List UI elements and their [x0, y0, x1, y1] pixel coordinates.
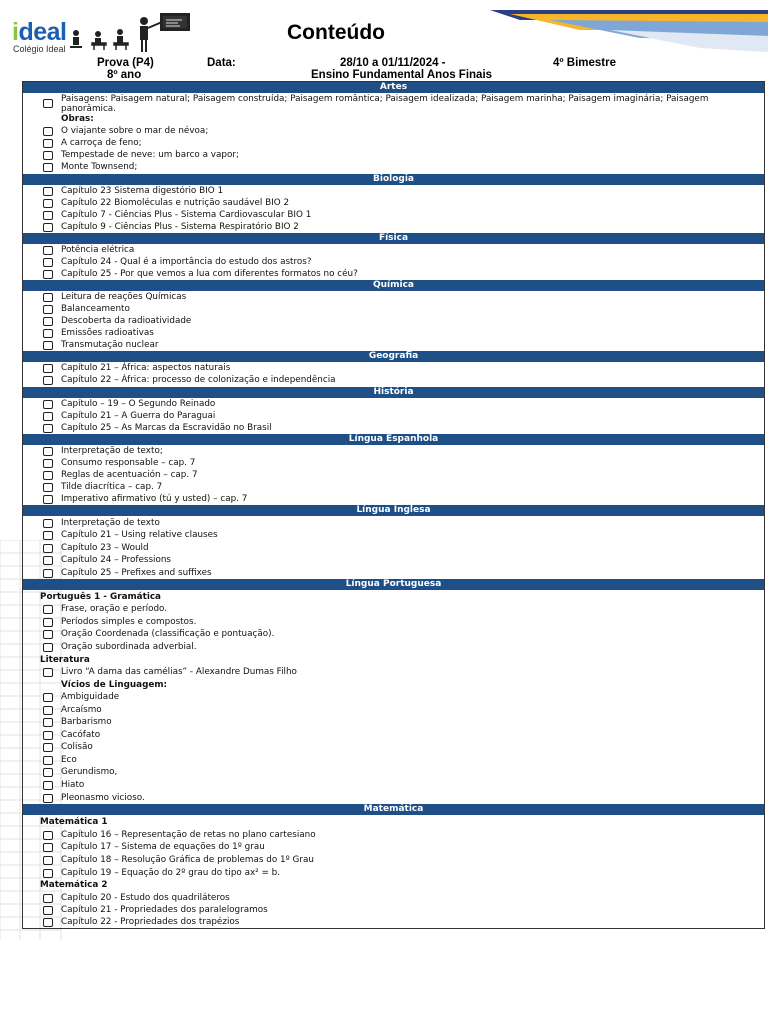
section-header-biologia: Biologia	[23, 174, 764, 185]
item-label: Capítulo 22 - Propriedades dos trapézios	[61, 917, 240, 927]
item-label: Consumo responsable – cap. 7	[61, 458, 196, 468]
item-label: Capítulo 25 – As Marcas da Escravidão no Brasil	[61, 423, 272, 433]
item-label: Tilde diacrítica – cap. 7	[61, 482, 163, 492]
checkbox-icon[interactable]	[43, 151, 53, 160]
item-label: Oração Coordenada (classificação e pontuação).	[61, 629, 275, 639]
checkbox-icon[interactable]	[43, 99, 53, 108]
item-label: A carroça de feno;	[61, 138, 142, 148]
checkbox-icon[interactable]	[43, 223, 53, 232]
item-label: Capítulo 22 Biomoléculas e nutrição saudável BIO 2	[61, 198, 290, 208]
item-label: Períodos simples e compostos.	[61, 617, 197, 627]
item-label: Capítulo 21 – Using relative clauses	[61, 530, 218, 540]
item-label: Balanceamento	[61, 304, 130, 314]
checkbox-icon[interactable]	[43, 459, 53, 468]
section-header-espanhol: Língua Espanhola	[23, 434, 764, 445]
item-label: Descoberta da radioatividade	[61, 316, 192, 326]
item-label: Capítulo 24 – Professions	[61, 555, 172, 565]
item-label: Barbarismo	[61, 717, 112, 727]
item-label: Capítulo 18 – Resolução Gráfica de problemas do 1º Grau	[61, 855, 314, 865]
blackboard-icon	[160, 13, 190, 31]
checkbox-icon[interactable]	[43, 794, 53, 803]
item-label: Oração subordinada adverbial.	[61, 642, 197, 652]
item-label: Capítulo 7 - Ciências Plus - Sistema Cardiovascular BIO 1	[61, 210, 312, 220]
item-label: Interpretação de texto	[61, 518, 160, 528]
checkbox-icon[interactable]	[43, 569, 53, 578]
checkbox-icon[interactable]	[43, 718, 53, 727]
item-label: Livro “A dama das camélias” - Alexandre Dumas Filho	[61, 667, 297, 677]
checkbox-icon[interactable]	[43, 906, 53, 915]
item-label: Gerundismo,	[61, 767, 118, 777]
checkbox-icon[interactable]	[43, 270, 53, 279]
item-label: Paisagens: Paisagem natural; Paisagem construída; Paisagem romântica; Paisagem idealizada; Paisagem marinha; Paisagem imaginária; Paisagem panorâmica.	[61, 94, 709, 114]
item-label: Capítulo 21 – A Guerra do Paraguai	[61, 411, 216, 421]
section-header-ingles: Língua Inglesa	[23, 505, 764, 516]
page-title: Conteúdo	[287, 21, 385, 44]
item-label: Arcaísmo	[61, 705, 102, 715]
checkbox-icon[interactable]	[43, 556, 53, 565]
item-label: Ambiguidade	[61, 692, 120, 702]
item-label: Capítulo 19 – Equação do 2º grau do tipo ax² = b.	[61, 868, 281, 878]
checkbox-icon[interactable]	[43, 246, 53, 255]
checkbox-icon[interactable]	[43, 364, 53, 373]
category-label: Matemática 2	[40, 880, 108, 890]
checkbox-icon[interactable]	[43, 643, 53, 652]
checkbox-icon[interactable]	[43, 894, 53, 903]
checkbox-icon[interactable]	[43, 831, 53, 840]
checkbox-icon[interactable]	[43, 544, 53, 553]
checkbox-icon[interactable]	[43, 187, 53, 196]
checkbox-icon[interactable]	[43, 605, 53, 614]
section-header-portugues: Língua Portuguesa	[23, 579, 764, 590]
school-logo	[12, 14, 72, 56]
item-label: Tempestade de neve: um barco a vapor;	[61, 150, 239, 160]
checkbox-icon[interactable]	[43, 856, 53, 865]
checkbox-icon[interactable]	[43, 199, 53, 208]
item-label: Monte Townsend;	[61, 162, 138, 172]
list-item	[23, 93, 764, 117]
grade-label: 8º ano	[107, 69, 142, 81]
checkbox-icon[interactable]	[43, 447, 53, 456]
item-label: Frase, oração e período.	[61, 604, 168, 614]
checkbox-icon[interactable]	[43, 139, 53, 148]
logo-wordmark: ideal	[12, 18, 67, 46]
item-label: Capítulo 16 – Representação de retas no plano cartesiano	[61, 830, 316, 840]
item-label: Cacófato	[61, 730, 101, 740]
item-label: Colisão	[61, 742, 93, 752]
checkbox-icon[interactable]	[43, 258, 53, 267]
checkbox-icon[interactable]	[43, 519, 53, 528]
checkbox-icon[interactable]	[43, 531, 53, 540]
checkbox-icon[interactable]	[43, 693, 53, 702]
student-desk-icon	[114, 29, 128, 50]
student-desk-icon	[92, 31, 106, 50]
item-label: Transmutação nuclear	[61, 340, 159, 350]
item-label: Capítulo 24 - Qual é a importância do estudo dos astros?	[61, 257, 312, 267]
term-label: 4º Bimestre	[553, 57, 617, 69]
item-label: Capítulo 17 – Sistema de equações do 1º grau	[61, 842, 265, 852]
category-label: Literatura	[40, 655, 90, 665]
checkbox-icon[interactable]	[43, 843, 53, 852]
item-label: Reglas de acentuación – cap. 7	[61, 470, 198, 480]
section-header-fisica: Física	[23, 233, 764, 244]
checkbox-icon[interactable]	[43, 341, 53, 350]
item-label: Capítulo 23 Sistema digestório BIO 1	[61, 186, 224, 196]
subheading: Vícios de Linguagem:	[61, 680, 168, 690]
checkbox-icon[interactable]	[43, 424, 53, 433]
checkbox-icon[interactable]	[43, 293, 53, 302]
item-label: Potência elétrica	[61, 245, 135, 255]
checkbox-icon[interactable]	[43, 329, 53, 338]
checkbox-icon[interactable]	[43, 768, 53, 777]
checkbox-icon[interactable]	[43, 471, 53, 480]
decorative-stripes	[490, 0, 768, 70]
subheading: Obras:	[61, 114, 94, 124]
checkbox-icon[interactable]	[43, 412, 53, 421]
checkbox-icon[interactable]	[43, 781, 53, 790]
item-label: Capítulo 21 – África: aspectos naturais	[61, 363, 231, 373]
item-label: Eco	[61, 755, 77, 765]
category-label: Matemática 1	[40, 817, 108, 827]
checkbox-icon[interactable]	[43, 706, 53, 715]
category-label: Português 1 - Gramática	[40, 592, 161, 602]
item-label: O viajante sobre o mar de névoa;	[61, 126, 209, 136]
item-label: Capítulo 21 - Propriedades dos paralelogramos	[61, 905, 268, 915]
checkbox-icon[interactable]	[43, 127, 53, 136]
checkbox-icon[interactable]	[43, 731, 53, 740]
checkbox-icon[interactable]	[43, 918, 53, 927]
page-header	[0, 0, 768, 82]
checkbox-icon[interactable]	[43, 668, 53, 677]
logo-subtitle: Colégio Ideal	[13, 44, 66, 54]
item-label: Hiato	[61, 780, 85, 790]
item-label: Capítulo 9 - Ciências Plus - Sistema Respiratório BIO 2	[61, 222, 299, 232]
checkbox-icon[interactable]	[43, 618, 53, 627]
item-label: Leitura de reações Químicas	[61, 292, 187, 302]
level-label: Ensino Fundamental Anos Finais	[311, 69, 493, 81]
checkbox-icon[interactable]	[43, 743, 53, 752]
checkbox-icon[interactable]	[43, 163, 53, 172]
item-label: Capítulo 25 – Prefixes and suffixes	[61, 568, 212, 578]
section-header-geografia: Geografia	[23, 351, 764, 362]
item-label: Capítulo 23 – Would	[61, 543, 149, 553]
classroom-figures	[68, 12, 192, 54]
item-label: Capítulo – 19 – O Segundo Reinado	[61, 399, 216, 409]
item-label: Capítulo 20 - Estudo dos quadriláteros	[61, 893, 230, 903]
item-label: Emissões radioativas	[61, 328, 154, 338]
content-checklist	[22, 81, 765, 929]
item-label: Interpretação de texto;	[61, 446, 163, 456]
teacher-icon	[140, 17, 162, 52]
item-label: Imperativo afirmativo (tú y usted) – cap. 7	[61, 494, 248, 504]
checkbox-icon[interactable]	[43, 400, 53, 409]
item-label: Capítulo 25 - Por que vemos a lua com diferentes formatos no céu?	[61, 269, 358, 279]
section-header-matematica: Matemática	[23, 804, 764, 815]
section-header-artes: Artes	[23, 82, 764, 93]
checkbox-icon[interactable]	[43, 756, 53, 765]
checkbox-icon[interactable]	[43, 483, 53, 492]
checkbox-icon[interactable]	[43, 630, 53, 639]
date-label: Data:	[207, 57, 236, 69]
item-label: Capítulo 22 – África: processo de colonização e independência	[61, 375, 336, 385]
section-header-historia: História	[23, 387, 764, 398]
checkbox-icon[interactable]	[43, 317, 53, 326]
section-header-quimica: Química	[23, 280, 764, 291]
checkbox-icon[interactable]	[43, 211, 53, 220]
checkbox-icon[interactable]	[43, 376, 53, 385]
checkbox-icon[interactable]	[43, 869, 53, 878]
date-range: 28/10 a 01/11/2024 -	[340, 57, 446, 69]
exam-label: Prova (P4)	[97, 57, 154, 69]
checkbox-icon[interactable]	[43, 495, 53, 504]
checkbox-icon[interactable]	[43, 305, 53, 314]
student-icon	[70, 30, 82, 48]
item-label: Pleonasmo vicioso.	[61, 793, 145, 803]
